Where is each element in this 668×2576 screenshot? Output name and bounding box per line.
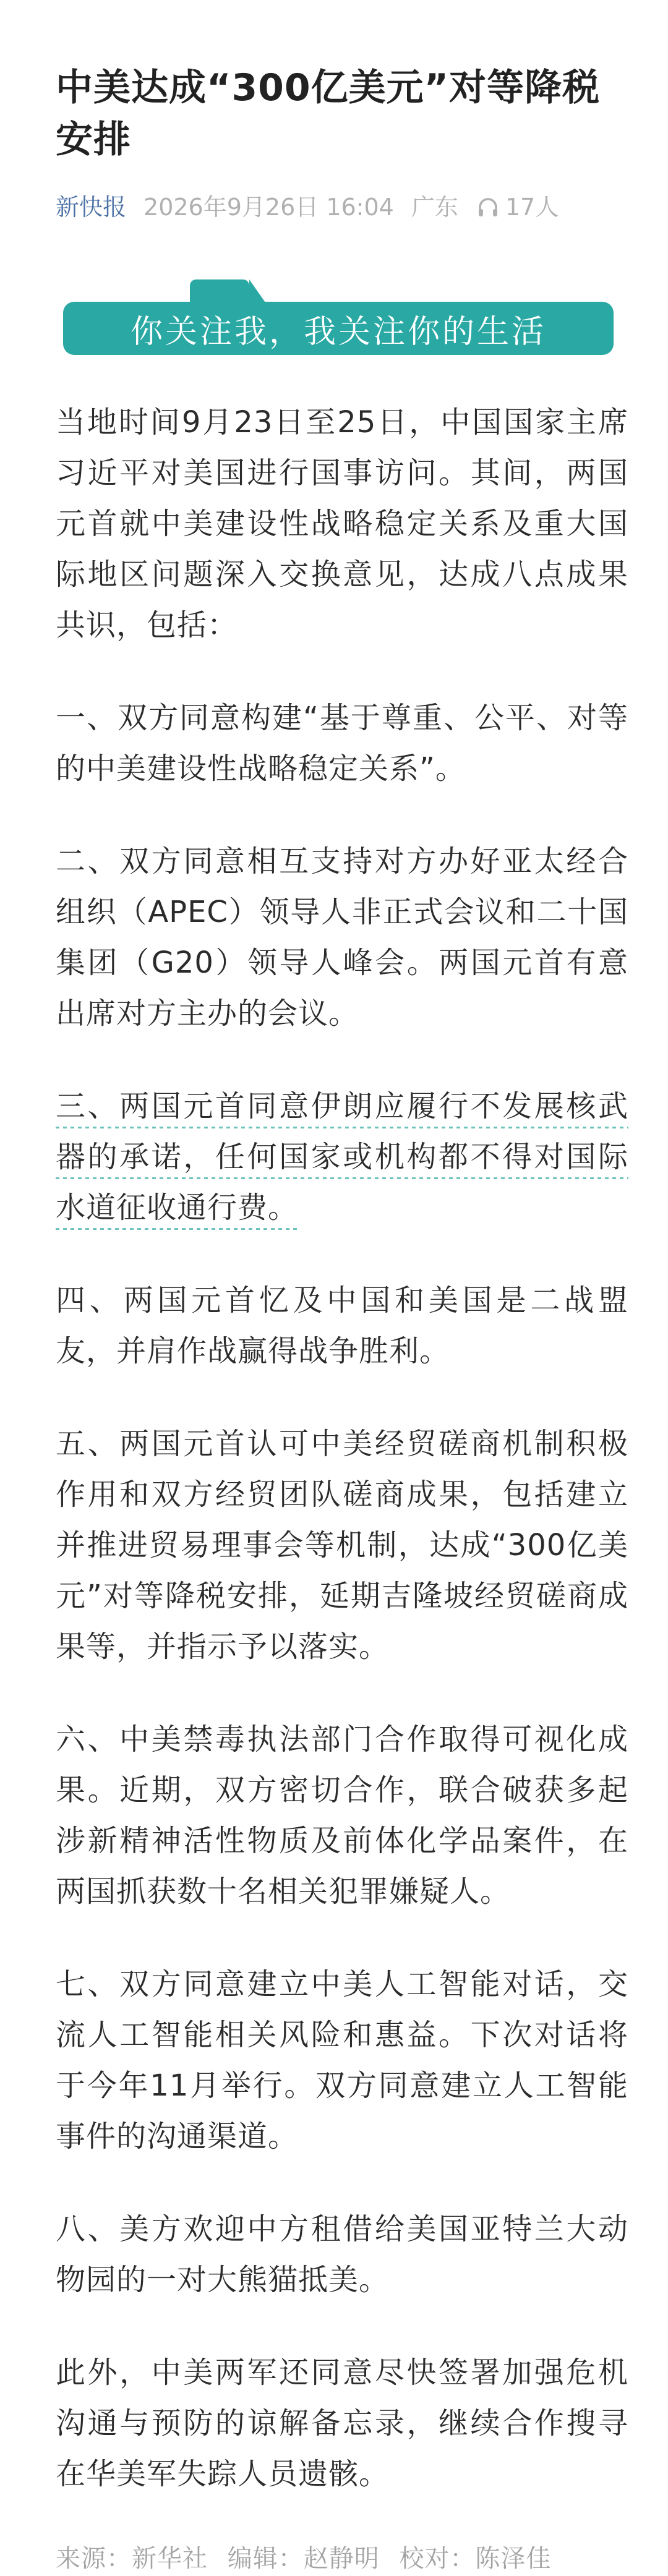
location-label: 广东 <box>411 194 458 221</box>
footer-editor: 编辑：赵静明 <box>227 2544 380 2573</box>
article-meta <box>56 192 628 223</box>
publish-datetime: 2026年9月26日 16:04 <box>143 194 394 221</box>
paragraph-point-2: 二、双方同意相互支持对方办好亚太经合组织（APEC）领导人非正式会议和二十国集团（G20）领导人峰会。两国元首有意出席对方主办的会议。 <box>56 844 628 1031</box>
paragraph-point-3 <box>56 1081 628 1233</box>
headphones-icon[interactable] <box>476 195 500 220</box>
paragraph-point-8: 八、美方欢迎中方租借给美国亚特兰大动物园的一对大熊猫抵美。 <box>56 2212 628 2297</box>
highlighted-text: 三、两国元首同意伊朗应履行不发展核武器的承诺，任何国家或机构都不得对国际水道征收通行费。 <box>56 1089 628 1230</box>
banner-tab-decoration <box>190 279 249 304</box>
article-footer <box>56 2541 628 2576</box>
follow-banner <box>63 302 614 355</box>
paragraph-additional: 此外，中美两军还同意尽快签署加强危机沟通与预防的谅解备忘录，继续合作搜寻在华美军失踪人员遗骸。 <box>56 2355 628 2491</box>
footer-proofreader: 校对：陈泽佳 <box>399 2544 552 2573</box>
paragraph-point-6: 六、中美禁毒执法部门合作取得可视化成果。近期，双方密切合作，联合破获多起涉新精神活性物质及前体化学品案件，在两国抓获数十名相关犯罪嫌疑人。 <box>56 1722 628 1909</box>
banner-text: 你关注我，我关注你的生活 <box>130 313 546 351</box>
paragraph-intro: 当地时间9月23日至25日，中国国家主席习近平对美国进行国事访问。其间，两国元首就中美建设性战略稳定关系及重大国际地区问题深入交换意见，达成八点成果共识，包括： <box>56 405 628 642</box>
listener-count: 17人 <box>505 194 559 221</box>
paragraph-point-7: 七、双方同意建立中美人工智能对话，交流人工智能相关风险和惠益。下次对话将于今年11月举行。双方同意建立人工智能事件的沟通渠道。 <box>56 1967 628 2154</box>
article-title: 中美达成“300亿美元”对等降税安排 <box>56 66 601 161</box>
source-link[interactable]: 新快报 <box>56 194 127 221</box>
paragraph-point-5: 五、两国元首认可中美经贸磋商机制积极作用和双方经贸团队磋商成果，包括建立并推进贸易理事会等机制，达成“300亿美元”对等降税安排，延期吉隆坡经贸磋商成果等，并指示予以落实。 <box>56 1427 628 1664</box>
footer-source: 来源：新华社 <box>56 2544 208 2573</box>
paragraph-point-4: 四、两国元首忆及中国和美国是二战盟友，并肩作战赢得战争胜利。 <box>56 1283 628 1368</box>
article-body <box>56 397 628 2499</box>
paragraph-point-1: 一、双方同意构建“基于尊重、公平、对等的中美建设性战略稳定关系”。 <box>56 701 628 786</box>
